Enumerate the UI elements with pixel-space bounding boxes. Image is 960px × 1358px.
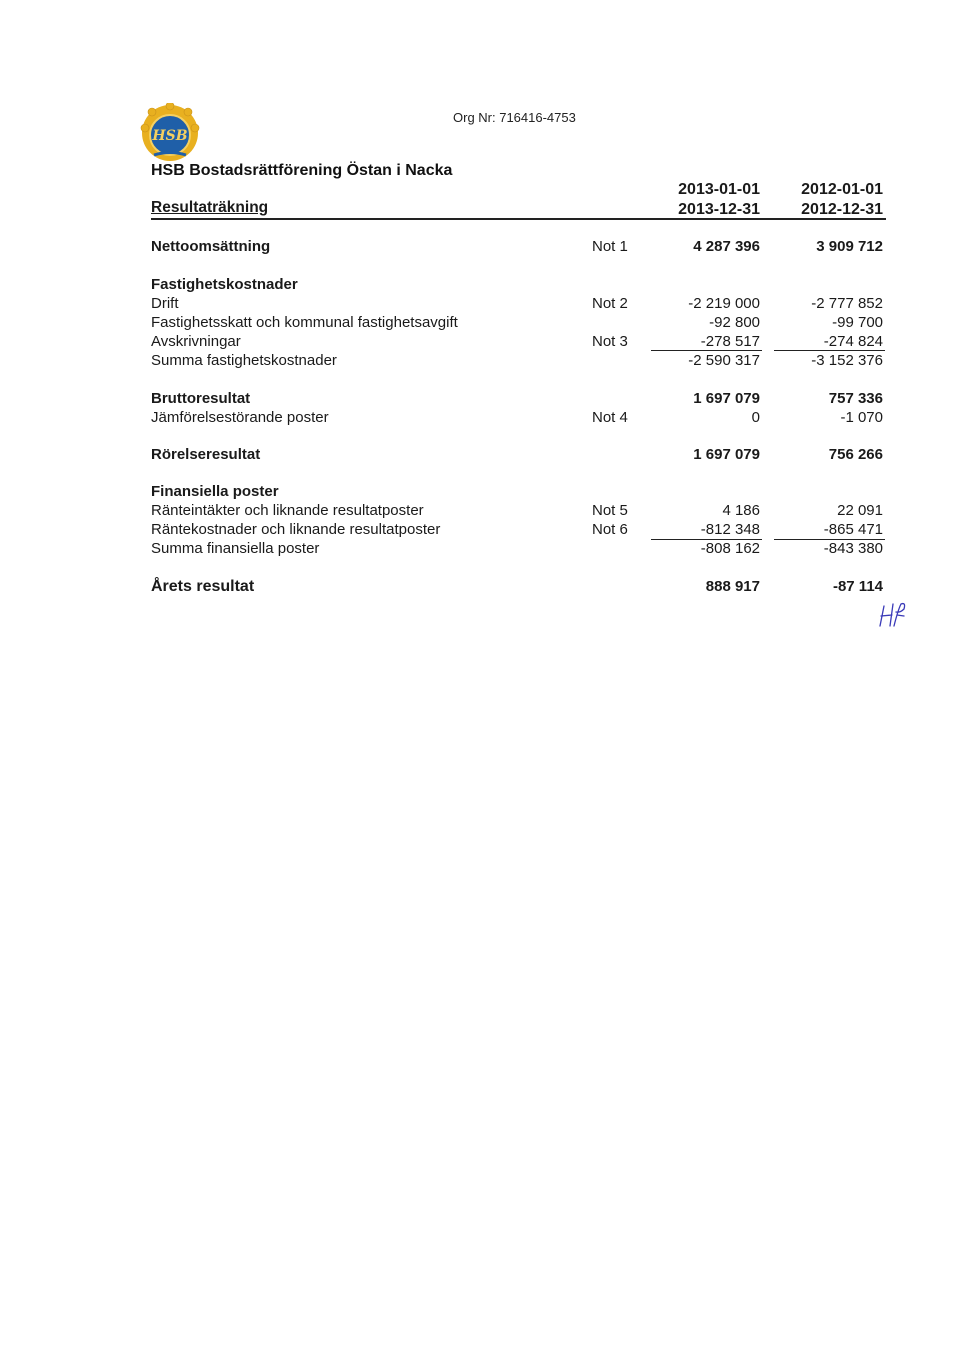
row-drift	[151, 294, 886, 314]
row-label: Nettoomsättning	[151, 238, 271, 255]
header-rule	[151, 218, 886, 220]
row-rantekostnader	[151, 520, 886, 540]
row-summa-fastighetskostnader	[151, 351, 886, 371]
period-2012-to: 2012-12-31	[801, 201, 883, 218]
row-label: Rörelseresultat	[151, 446, 261, 463]
section-heading: Finansiella poster	[151, 483, 279, 500]
row-note: Not 3	[592, 333, 628, 350]
row-value-2013: 0	[751, 409, 760, 426]
row-note: Not 2	[592, 295, 628, 312]
report-label: Resultaträkning	[151, 199, 269, 216]
row-note: Not 5	[592, 502, 628, 519]
row-ranteintakter	[151, 501, 886, 521]
row-value-2012: -87 114	[832, 578, 883, 595]
row-value-2013: 1 697 079	[693, 390, 760, 407]
row-value-2013: -2 219 000	[688, 295, 760, 312]
row-label: Summa fastighetskostnader	[151, 352, 337, 369]
row-rorelseresultat	[151, 445, 886, 465]
row-label: Avskrivningar	[151, 333, 241, 350]
row-value-2012: 757 336	[828, 390, 883, 407]
row-label: Drift	[151, 295, 179, 312]
period-2012-from: 2012-01-01	[801, 181, 883, 198]
row-bruttoresultat	[151, 389, 886, 409]
row-label: Fastighetsskatt och kommunal fastighetsavgift	[151, 314, 458, 331]
row-value-2012: -1 070	[840, 409, 883, 426]
row-value-2012: -3 152 376	[811, 352, 883, 369]
row-value-2013: -812 348	[700, 521, 760, 538]
row-value-2013: 4 287 396	[693, 238, 760, 255]
section-fastighetskostnader	[151, 275, 886, 295]
row-label: Årets resultat	[151, 578, 255, 595]
hsb-logo	[140, 103, 200, 163]
row-value-2012: -2 777 852	[811, 295, 883, 312]
row-value-2012: 756 266	[828, 446, 883, 463]
row-label: Jämförelsestörande poster	[151, 409, 329, 426]
row-value-2013: -2 590 317	[688, 352, 760, 369]
row-value-2012: 22 091	[837, 502, 883, 519]
row-value-2012: -843 380	[823, 540, 883, 557]
row-value-2012: -274 824	[823, 333, 883, 350]
logo-text: HSB	[152, 128, 188, 144]
association-title: HSB Bostadsrättförening Östan i Nacka	[151, 162, 453, 179]
row-arets-resultat	[151, 577, 886, 597]
row-note: Not 1	[592, 238, 628, 255]
row-label: Ränteintäkter och liknande resultatposter	[151, 502, 424, 519]
row-note: Not 6	[592, 521, 628, 538]
org-number: Org Nr: 716416-4753	[453, 110, 576, 125]
row-note: Not 4	[592, 409, 628, 426]
row-label: Summa finansiella poster	[151, 540, 320, 557]
row-jamforelsestorande	[151, 408, 886, 428]
handwritten-initials	[874, 600, 914, 630]
row-value-2012: 3 909 712	[816, 238, 883, 255]
period-2013-from: 2013-01-01	[678, 181, 760, 198]
row-label: Bruttoresultat	[151, 390, 251, 407]
section-heading: Fastighetskostnader	[151, 276, 298, 293]
row-label: Räntekostnader och liknande resultatposter	[151, 521, 441, 538]
row-value-2013: 888 917	[705, 578, 760, 595]
row-value-2013: -278 517	[700, 333, 760, 350]
section-finansiella-poster	[151, 482, 886, 502]
row-avskrivningar	[151, 332, 886, 352]
period-2013-to: 2013-12-31	[678, 201, 760, 218]
row-value-2012: -99 700	[832, 314, 883, 331]
row-value-2013: -808 162	[700, 540, 760, 557]
row-value-2013: -92 800	[709, 314, 760, 331]
row-summa-finansiella-poster	[151, 539, 886, 559]
row-value-2012: -865 471	[823, 521, 883, 538]
row-nettoomsattning	[151, 237, 886, 257]
row-value-2013: 4 186	[722, 502, 760, 519]
row-fastighetsskatt	[151, 313, 886, 333]
row-value-2013: 1 697 079	[693, 446, 760, 463]
period-2012	[723, 180, 883, 220]
